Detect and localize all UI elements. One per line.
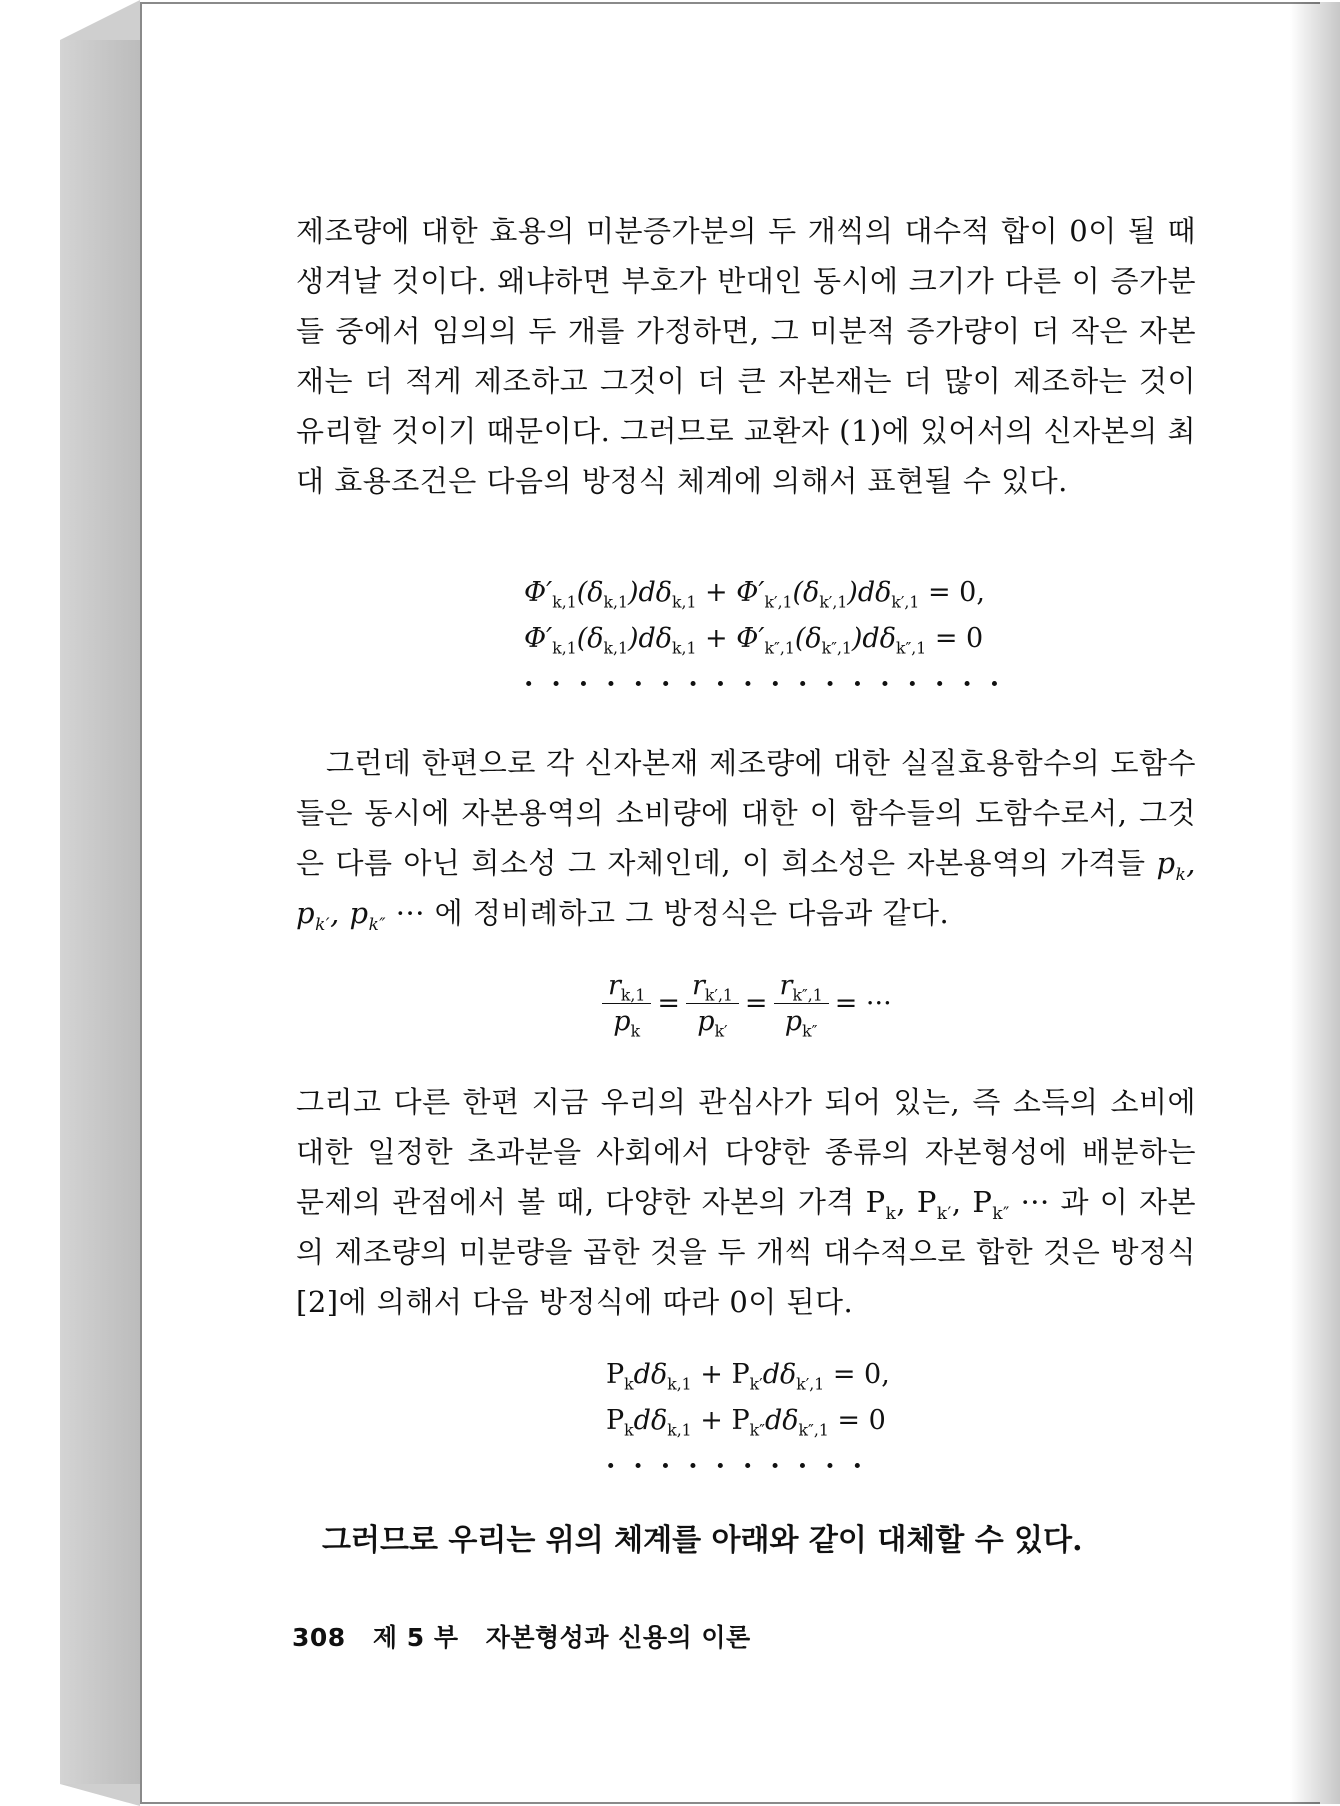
paragraph-2 bbox=[296, 738, 1196, 938]
paragraph-4: 그러므로 우리는 위의 체계를 아래와 같이 대체할 수 있다. bbox=[322, 1523, 1083, 1558]
fraction-3: $\frac{r_{k'',1}}{p_{k''}}$ bbox=[774, 970, 829, 1037]
ratio-equation: $\frac{r_{k,1}}{p_k}$ = $\frac{r_{k',1}}{p_{k'}}$ = $\frac{r_{k'',1}}{p_{k''}}$ = ··· bbox=[598, 970, 894, 1037]
page-footer bbox=[292, 1618, 751, 1654]
part-label: 제 5 부 bbox=[372, 1623, 459, 1652]
page-number: 308 bbox=[292, 1623, 346, 1652]
paragraph-3 bbox=[296, 1077, 1196, 1327]
fraction-1: $\frac{r_{k,1}}{p_k}$ bbox=[602, 970, 651, 1037]
price-symbols-lower: $p_k$, $p_{k'}$, $p_{k''}$ bbox=[296, 846, 1196, 934]
paragraph-3-text-b: 과 이 자본의 제조량의 미분량을 곱한 것을 두 개씩 대수적으로 합한 것은 방정식 [2]에 의해서 다음 방정식에 따라 0이 된다. bbox=[296, 1185, 1197, 1319]
paragraph-3-text-a: 그리고 다른 한편 지금 우리의 관심사가 되어 있는, 즉 소득의 소비에 대한 일정한 초과분을 사회에서 다양한 종류의 자본형성에 배분하는 문제의 관점에서 볼 때, 다양한 자본의 가격 bbox=[296, 1085, 1196, 1219]
equation-dots-2: ·········· bbox=[606, 1451, 880, 1482]
paragraph-2-text-a: 그런데 한편으로 각 신자본재 제조량에 대한 실질효용함수의 도함수들은 동시에 자본용역의 소비량에 대한 이 함수들의 도함수로서, 그것은 다름 아닌 희소성 그 자체인데, 이 희소성은 자본용역의 가격들 bbox=[296, 746, 1196, 880]
book-spine bbox=[60, 40, 140, 1784]
equation-dots-1: ·················· bbox=[524, 669, 1018, 700]
ellipsis-2: ··· bbox=[1020, 1185, 1050, 1219]
paragraph-1: 제조량에 대한 효용의 미분증가분의 두 개씩의 대수적 합이 0이 될 때 생겨날 것이다. 왜냐하면 부호가 반대인 동시에 크기가 다른 이 증가분들 중에서 임의의 두 개를 가정하면, 그 미분적 증가량이 더 작은 자본재는 더 적게 제조하고 그것이 더 큰 자본재는 더 많이 제조하는 것이 유리할 것이기 때문이다. 그러므로 교환자 (1)에 있어서의 신자본의 최대 효용조건은 다음의 방정식 체계에 의해서 표현될 수 있다. bbox=[296, 214, 1196, 498]
equation-1: $\Phi'_{k,1}(\delta_{k,1})d\delta_{k,1} + \Phi'_{k',1}(\delta_{k',1})d\delta_{k',1} = 0$, bbox=[524, 577, 985, 612]
equation-block-utility bbox=[524, 570, 1017, 708]
ellipsis: ··· bbox=[395, 896, 425, 930]
equation-2: $\Phi'_{k,1}(\delta_{k,1})d\delta_{k,1} + \Phi'_{k'',1}(\delta_{k'',1})d\delta_{k'',1} = 0$ bbox=[524, 623, 984, 658]
equation-3: $P_kd\delta_{k,1} + P_{k'}d\delta_{k',1} = 0$, bbox=[606, 1359, 890, 1394]
fraction-2: $\frac{r_{k',1}}{p_{k'}}$ bbox=[686, 970, 739, 1037]
ratio-tail: = ··· bbox=[834, 988, 892, 1019]
book-spine-top bbox=[60, 0, 140, 40]
part-title: 자본형성과 신용의 이론 bbox=[485, 1623, 751, 1652]
book-spine-bottom bbox=[60, 1784, 140, 1806]
price-symbols-upper: $P_k$, $P_{k'}$, $P_{k''}$ bbox=[865, 1185, 1010, 1223]
paragraph-2-text-b: 에 정비례하고 그 방정식은 다음과 같다. bbox=[434, 896, 950, 930]
page-shadow bbox=[1290, 2, 1340, 1804]
equation-block-price bbox=[606, 1352, 890, 1490]
equation-4: $P_kd\delta_{k,1} + P_{k''}d\delta_{k'',1} = 0$ bbox=[606, 1405, 886, 1440]
